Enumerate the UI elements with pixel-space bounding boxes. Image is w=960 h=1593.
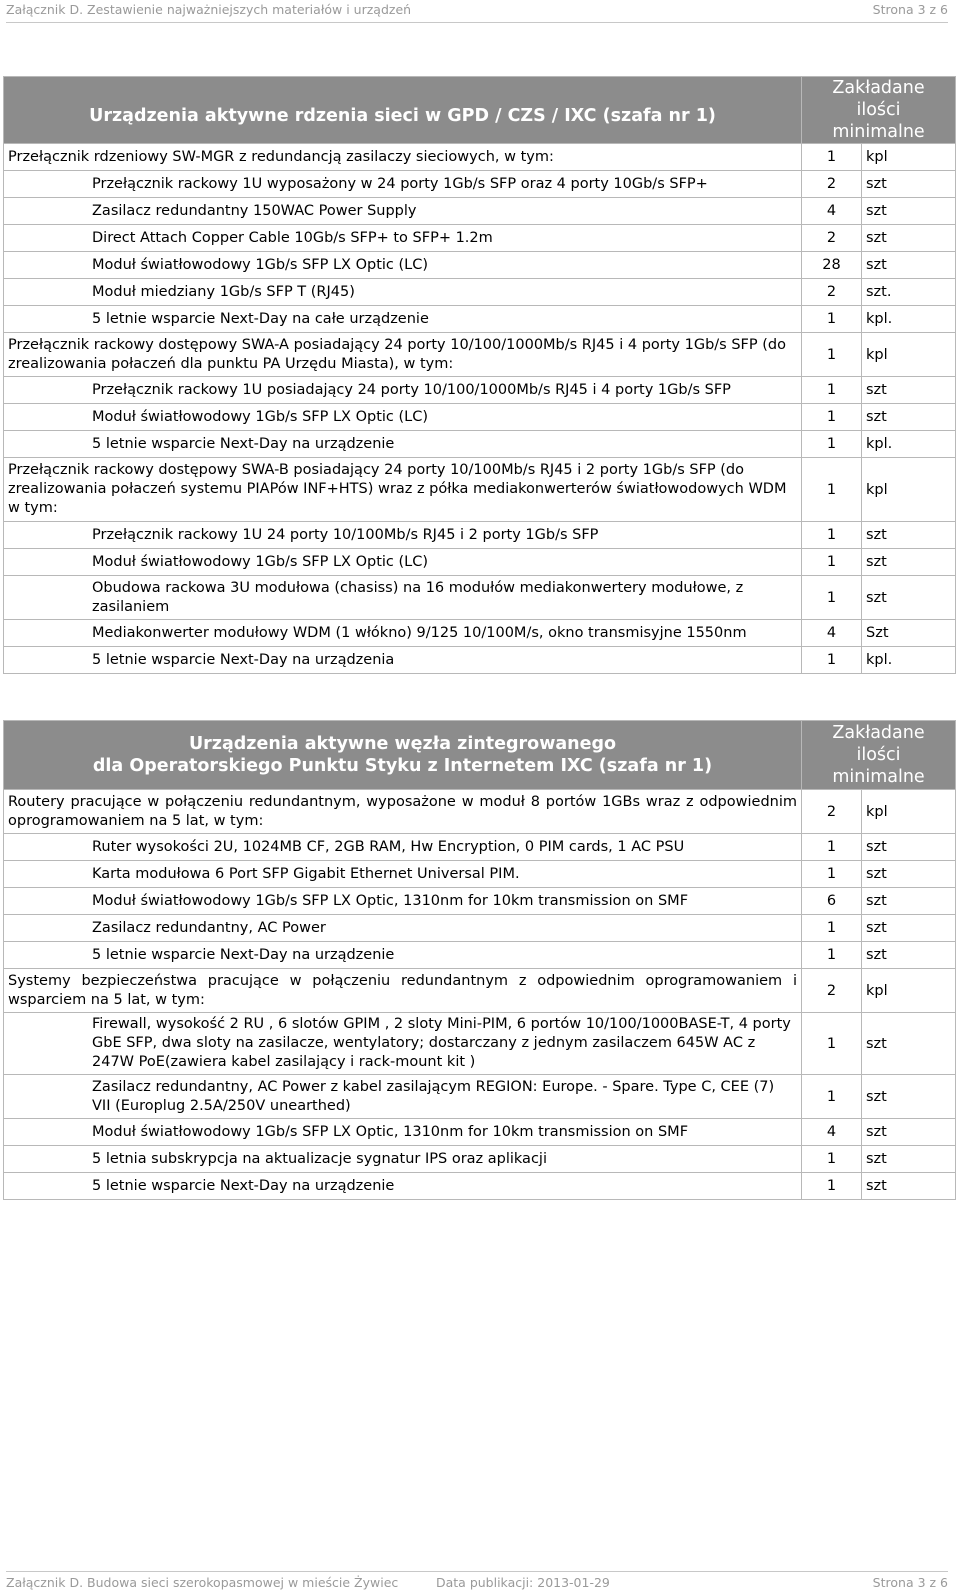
item-qty: 4 xyxy=(802,198,862,225)
item-qty: 1 xyxy=(802,306,862,333)
page-footer xyxy=(6,1571,948,1592)
item-qty: 28 xyxy=(802,252,862,279)
item-name: Moduł światłowodowy 1Gb/s SFP LX Optic (LC) xyxy=(4,252,802,279)
table-title-line-2: dla Operatorskiego Punktu Styku z Internetem IXC (szafa nr 1) xyxy=(92,756,713,776)
table-row xyxy=(4,306,956,333)
item-name: Zasilacz redundantny, AC Power z kabel zasilającym REGION: Europe. - Spare. Type C, CEE (7) VII (Europlug 2.5A/250V unearthed) xyxy=(4,1075,802,1119)
item-unit: kpl xyxy=(862,144,956,171)
table-row xyxy=(4,171,956,198)
quantity-header xyxy=(802,77,956,144)
table-row xyxy=(4,549,956,576)
item-qty: 4 xyxy=(802,620,862,647)
quantity-header-line-1: Zakładane xyxy=(832,78,925,98)
table-row xyxy=(4,279,956,306)
item-qty: 1 xyxy=(802,549,862,576)
item-qty: 1 xyxy=(802,404,862,431)
item-name: 5 letnie wsparcie Next-Day na urządzenie xyxy=(4,1173,802,1200)
item-qty: 1 xyxy=(802,915,862,942)
item-qty: 2 xyxy=(802,279,862,306)
header-title: Załącznik D. Zestawienie najważniejszych materiałów i urządzeń xyxy=(6,2,412,17)
item-unit: szt xyxy=(862,171,956,198)
item-qty: 1 xyxy=(802,377,862,404)
table-row xyxy=(4,915,956,942)
item-unit: szt xyxy=(862,576,956,620)
table-row xyxy=(4,458,956,522)
table-row xyxy=(4,834,956,861)
table-row xyxy=(4,1173,956,1200)
table-row xyxy=(4,377,956,404)
footer-publication-date: Data publikacji: 2013-01-29 xyxy=(436,1575,610,1590)
item-unit: kpl xyxy=(862,458,956,522)
item-name: Karta modułowa 6 Port SFP Gigabit Ethernet Universal PIM. xyxy=(4,861,802,888)
item-unit: szt xyxy=(862,1119,956,1146)
item-name: 5 letnie wsparcie Next-Day na urządzenia xyxy=(4,647,802,674)
table-core-network-devices xyxy=(3,76,956,674)
table-row xyxy=(4,576,956,620)
table-row xyxy=(4,620,956,647)
quantity-header-line-2: ilości xyxy=(856,745,901,765)
item-qty: 2 xyxy=(802,171,862,198)
table-title xyxy=(4,77,802,144)
item-name: Direct Attach Copper Cable 10Gb/s SFP+ to SFP+ 1.2m xyxy=(4,225,802,252)
item-name: 5 letnie wsparcie Next-Day na urządzenie xyxy=(4,431,802,458)
item-name: Obudowa rackowa 3U modułowa (chasiss) na 16 modułów mediakonwertery modułowe, z zasilaniem xyxy=(4,576,802,620)
item-unit: kpl. xyxy=(862,431,956,458)
quantity-header xyxy=(802,721,956,790)
item-qty: 1 xyxy=(802,647,862,674)
item-qty: 1 xyxy=(802,1173,862,1200)
quantity-header-line-3: minimalne xyxy=(832,122,925,142)
table-header-row xyxy=(4,721,956,790)
item-qty: 1 xyxy=(802,1013,862,1075)
item-qty: 2 xyxy=(802,969,862,1013)
table-row xyxy=(4,431,956,458)
item-unit: szt xyxy=(862,377,956,404)
item-name: Zasilacz redundantny, AC Power xyxy=(4,915,802,942)
quantity-header-line-3: minimalne xyxy=(832,767,925,787)
item-unit: kpl xyxy=(862,790,956,834)
item-unit: szt xyxy=(862,1075,956,1119)
item-name: 5 letnie wsparcie Next-Day na całe urządzenie xyxy=(4,306,802,333)
item-unit: szt xyxy=(862,942,956,969)
item-name: Mediakonwerter modułowy WDM (1 włókno) 9/125 10/100M/s, okno transmisyjne 1550nm xyxy=(4,620,802,647)
table-row xyxy=(4,404,956,431)
item-unit: kpl xyxy=(862,333,956,377)
header-page-number: Strona 3 z 6 xyxy=(872,2,948,17)
item-qty: 6 xyxy=(802,888,862,915)
item-unit: szt xyxy=(862,1173,956,1200)
item-unit: szt xyxy=(862,549,956,576)
item-name: Moduł światłowodowy 1Gb/s SFP LX Optic (LC) xyxy=(4,404,802,431)
item-unit: szt xyxy=(862,252,956,279)
table-title xyxy=(4,721,802,790)
item-name: Moduł światłowodowy 1Gb/s SFP LX Optic, 1310nm for 10km transmission on SMF xyxy=(4,1119,802,1146)
item-name: 5 letnie wsparcie Next-Day na urządzenie xyxy=(4,942,802,969)
item-unit: szt xyxy=(862,861,956,888)
table-row xyxy=(4,647,956,674)
item-unit: kpl. xyxy=(862,306,956,333)
item-qty: 1 xyxy=(802,144,862,171)
item-unit: szt xyxy=(862,834,956,861)
item-unit: szt xyxy=(862,522,956,549)
item-unit: szt. xyxy=(862,279,956,306)
item-qty: 2 xyxy=(802,790,862,834)
table-header-row xyxy=(4,77,956,144)
item-name: Przełącznik rackowy 1U posiadający 24 porty 10/100/1000Mb/s RJ45 i 4 porty 1Gb/s SFP xyxy=(4,377,802,404)
item-name: Systemy bezpieczeństwa pracujące w połączeniu redundantnym z odpowiednim oprogramowaniem i wsparciem na 5 lat, w tym: xyxy=(4,969,802,1013)
item-qty: 1 xyxy=(802,576,862,620)
table-row xyxy=(4,144,956,171)
table-title-text: Urządzenia aktywne rdzenia sieci w GPD / CZS / IXC (szafa nr 1) xyxy=(89,106,716,126)
item-name: Przełącznik rackowy 1U 24 porty 10/100Mb/s RJ45 i 2 porty 1Gb/s SFP xyxy=(4,522,802,549)
item-name: Moduł światłowodowy 1Gb/s SFP LX Optic, 1310nm for 10km transmission on SMF xyxy=(4,888,802,915)
item-name: Moduł światłowodowy 1Gb/s SFP LX Optic (LC) xyxy=(4,549,802,576)
table-row xyxy=(4,1146,956,1173)
item-name: Przełącznik rackowy dostępowy SWA-A posiadający 24 porty 10/100/1000Mb/s RJ45 i 4 porty 1Gb/s SFP (do zrealizowania połaczeń dla punktu PA Urzędu Miasta), w tym: xyxy=(4,333,802,377)
table-row xyxy=(4,333,956,377)
item-name: Zasilacz redundantny 150WAC Power Supply xyxy=(4,198,802,225)
table-row xyxy=(4,790,956,834)
footer-page-number: Strona 3 z 6 xyxy=(872,1575,948,1590)
table-row xyxy=(4,969,956,1013)
item-qty: 1 xyxy=(802,333,862,377)
item-unit: kpl. xyxy=(862,647,956,674)
table-row xyxy=(4,1075,956,1119)
table-row xyxy=(4,1119,956,1146)
item-qty: 1 xyxy=(802,522,862,549)
table-row xyxy=(4,225,956,252)
page-header xyxy=(6,0,948,23)
table-row xyxy=(4,861,956,888)
footer-document-title: Załącznik D. Budowa sieci szerokopasmowej w mieście Żywiec xyxy=(6,1575,399,1590)
item-name: Moduł miedziany 1Gb/s SFP T (RJ45) xyxy=(4,279,802,306)
item-name: Przełącznik rackowy 1U wyposażony w 24 porty 1Gb/s SFP oraz 4 porty 10Gb/s SFP+ xyxy=(4,171,802,198)
item-unit: szt xyxy=(862,225,956,252)
item-name: Ruter wysokości 2U, 1024MB CF, 2GB RAM, Hw Encryption, 0 PIM cards, 1 AC PSU xyxy=(4,834,802,861)
item-name: Przełącznik rackowy dostępowy SWA-B posiadający 24 porty 10/100Mb/s RJ45 i 2 porty 1Gb/s SFP (do zrealizowania połaczeń systemu PIAPów INF+HTS) wraz z półka mediakonwerterów światłowodowych WDM w tym: xyxy=(4,458,802,522)
table-row xyxy=(4,1013,956,1075)
table-row xyxy=(4,942,956,969)
item-qty: 1 xyxy=(802,458,862,522)
quantity-header-line-1: Zakładane xyxy=(832,723,925,743)
item-unit: szt xyxy=(862,198,956,225)
item-unit: szt xyxy=(862,1146,956,1173)
item-unit: kpl xyxy=(862,969,956,1013)
item-unit: szt xyxy=(862,888,956,915)
table-ixc-node-devices xyxy=(3,720,956,1200)
item-name: 5 letnia subskrypcja na aktualizacje sygnatur IPS oraz aplikacji xyxy=(4,1146,802,1173)
item-unit: szt xyxy=(862,404,956,431)
table-title-line-1: Urządzenia aktywne węzła zintegrowanego xyxy=(188,734,617,754)
table-row xyxy=(4,888,956,915)
item-qty: 1 xyxy=(802,1075,862,1119)
item-qty: 1 xyxy=(802,942,862,969)
table-row xyxy=(4,198,956,225)
item-qty: 1 xyxy=(802,861,862,888)
item-qty: 2 xyxy=(802,225,862,252)
table-row xyxy=(4,252,956,279)
item-unit: szt xyxy=(862,915,956,942)
item-name: Firewall, wysokość 2 RU , 6 slotów GPIM , 2 sloty Mini-PIM, 6 portów 10/100/1000BASE-T, 4 porty GbE SFP, dwa sloty na zasilacze, wentylatory; dostarczany z jednym zasilaczem 645W AC z 247W PoE(zawiera kabel zasilający i rack-mount kit ) xyxy=(4,1013,802,1075)
item-name: Przełącznik rdzeniowy SW-MGR z redundancją zasilaczy sieciowych, w tym: xyxy=(4,144,802,171)
item-qty: 1 xyxy=(802,1146,862,1173)
quantity-header-line-2: ilości xyxy=(856,100,901,120)
table-row xyxy=(4,522,956,549)
item-name: Routery pracujące w połączeniu redundantnym, wyposażone w moduł 8 portów 1GBs wraz z odpowiednim oprogramowaniem na 5 lat, w tym: xyxy=(4,790,802,834)
item-unit: szt xyxy=(862,1013,956,1075)
item-qty: 1 xyxy=(802,834,862,861)
item-qty: 4 xyxy=(802,1119,862,1146)
item-qty: 1 xyxy=(802,431,862,458)
item-unit: Szt xyxy=(862,620,956,647)
